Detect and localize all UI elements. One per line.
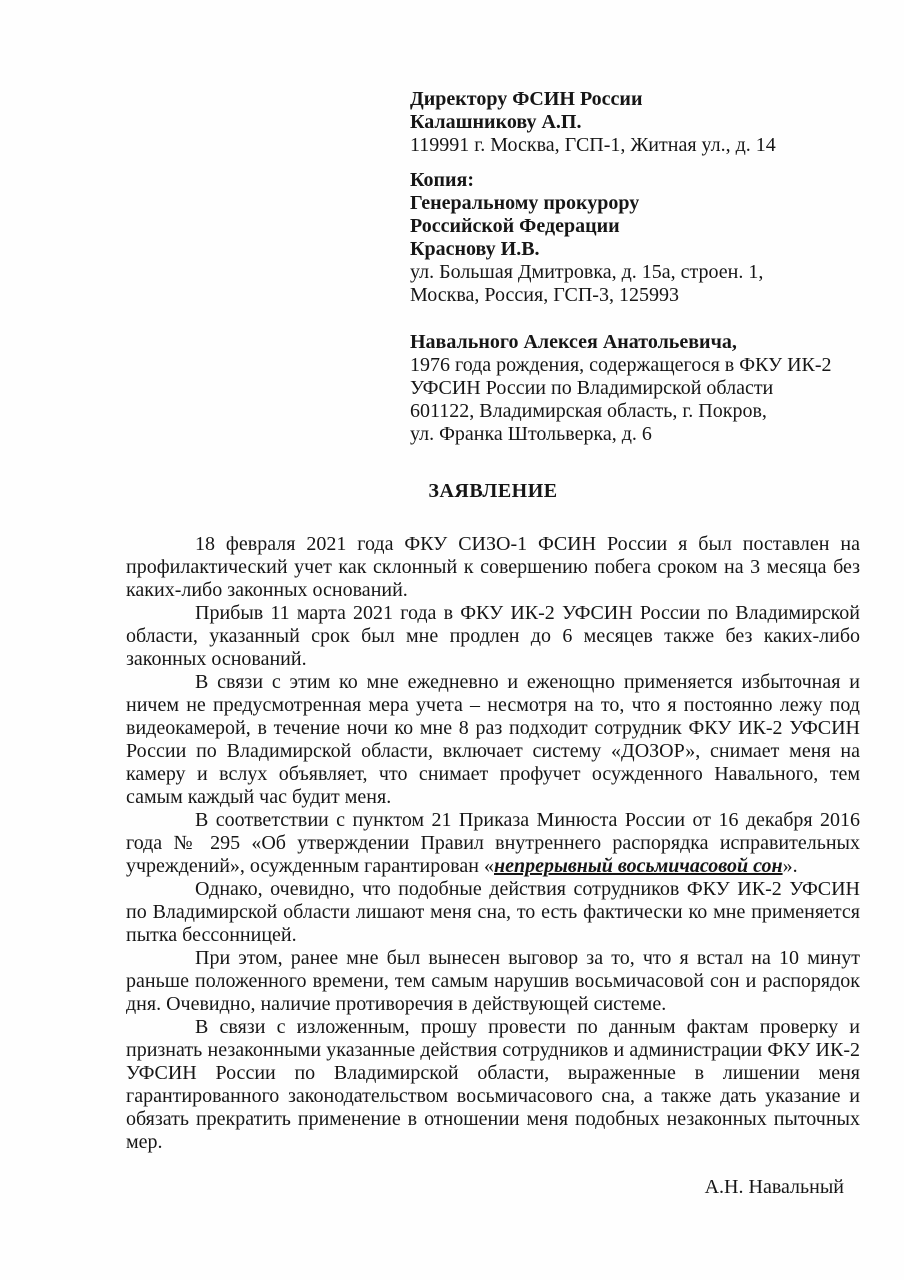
address-line: Российской Федерации	[410, 215, 620, 237]
address-line: 1976 года рождения, содержащегося в ФКУ ИК-2	[410, 354, 832, 376]
body-paragraph	[126, 809, 860, 878]
applicant	[410, 331, 860, 446]
body-paragraph	[126, 533, 860, 602]
address-line: Москва, Россия, ГСП-3, 125993	[410, 284, 679, 306]
document-title: ЗАЯВЛЕНИЕ	[428, 480, 558, 502]
address-line: ул. Большая Дмитровка, д. 15а, строен. 1,	[410, 261, 764, 283]
address-line: 601122, Владимирская область, г. Покров,	[410, 400, 767, 422]
address-blocks	[410, 88, 860, 446]
body-paragraph	[126, 602, 860, 671]
paragraph-text: 18 февраля 2021 года ФКУ СИЗО-1 ФСИН России я был поставлен на профилактический учет как склонный к совершению побега сроком на 3 месяца без каких-либо законных оснований.	[126, 533, 860, 601]
body-paragraph	[126, 1016, 860, 1154]
paragraph-text: ».	[782, 855, 798, 877]
paragraph-text: Однако, очевидно, что подобные действия сотрудников ФКУ ИК-2 УФСИН по Владимирской области лишают меня сна, то есть фактически ко мне применяется пытка бессонницей.	[126, 878, 860, 946]
paragraph-text: В связи с этим ко мне ежедневно и еженощно применяется избыточная и ничем не предусмотренная мера учета – несмотря на то, что я постоянно лежу под видеокамерой, в течение ночи ко мне 8 раз подходит сотрудник ФКУ ИК-2 УФСИН России по Владимирской области, включает систему «ДОЗОР», снимает меня на камеру и вслух объявляет, что снимает профучет осужденного Навального, тем самым каждый час будит меня.	[126, 671, 860, 808]
address-line: Навального Алексея Анатольевича,	[410, 331, 737, 353]
signature-line: А.Н. Навальный	[704, 1176, 844, 1198]
body-paragraph	[126, 947, 860, 1016]
address-line: Краснову И.В.	[410, 238, 540, 260]
emphasized-phrase: непрерывный восьмичасовой сон	[494, 855, 783, 877]
paragraph-text: Прибыв 11 марта 2021 года в ФКУ ИК-2 УФСИН России по Владимирской области, указанный срок был мне продлен до 6 месяцев также без каких-либо законных оснований.	[126, 602, 860, 670]
address-line: ул. Франка Штольверка, д. 6	[410, 423, 652, 445]
address-line: Директору ФСИН России	[410, 88, 643, 110]
address-line: 119991 г. Москва, ГСП-1, Житная ул., д. 14	[410, 134, 776, 156]
recipient-copy	[410, 169, 860, 307]
paragraph-text: При этом, ранее мне был вынесен выговор за то, что я встал на 10 минут раньше положенного времени, тем самым нарушив восьмичасовой сон и распорядок дня. Очевидно, наличие противоречия в действующей системе.	[126, 947, 860, 1015]
body-paragraph	[126, 671, 860, 809]
address-line: Генеральному прокурору	[410, 192, 640, 214]
paragraph-text: В соответствии с пунктом 21 Приказа Минюста России от 16 декабря 2016 года № 295 «Об утверждении Правил внутреннего распорядка исправительных учреждений», осужденным гарантирован «	[126, 809, 860, 877]
recipient-primary	[410, 88, 860, 157]
paragraph-text: В связи с изложенным, прошу провести по данным фактам проверку и признать незаконными указанные действия сотрудников и администрации ФКУ ИК-2 УФСИН России по Владимирской области, выраженные в лишении меня гарантированного законодательством восьмичасового сна, а также дать указание и обязать прекратить применение в отношении меня подобных незаконных пыточных мер.	[126, 1016, 860, 1153]
address-line: УФСИН России по Владимирской области	[410, 377, 774, 399]
document-body	[126, 533, 860, 1154]
address-line: Калашникову А.П.	[410, 111, 582, 133]
address-line: Копия:	[410, 169, 475, 191]
body-paragraph	[126, 878, 860, 947]
